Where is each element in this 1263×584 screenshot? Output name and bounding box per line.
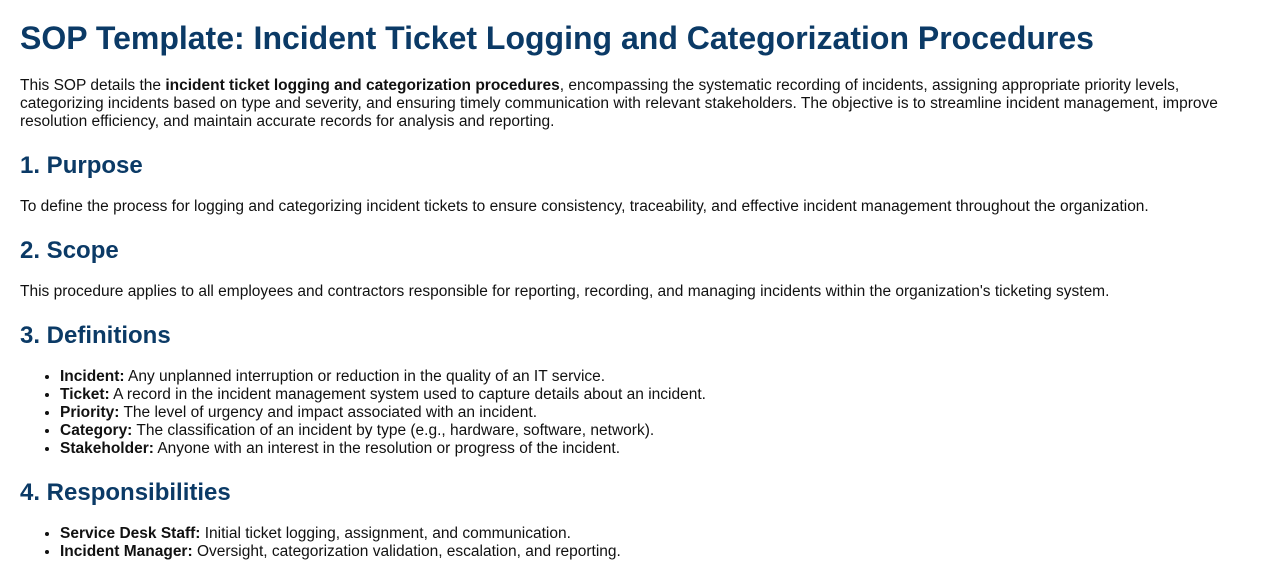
purpose-heading: 1. Purpose <box>20 152 143 179</box>
definition-desc: The level of urgency and impact associated with an incident. <box>119 404 538 421</box>
definition-term: Category: <box>60 422 133 439</box>
responsibility-role: Incident Manager: <box>60 543 193 560</box>
definition-term: Ticket: <box>60 386 110 403</box>
responsibility-desc: Oversight, categorization validation, escalation, and reporting. <box>192 543 621 560</box>
purpose-text: To define the process for logging and categorizing incident tickets to ensure consistency, traceability, and effective incident management throughout the organization. <box>20 198 1149 215</box>
intro-prefix: This SOP details the <box>20 77 166 94</box>
definition-term: Incident: <box>60 368 125 385</box>
definition-desc: Any unplanned interruption or reduction in the quality of an IT service. <box>124 368 606 385</box>
responsibility-desc: Initial ticket logging, assignment, and communication. <box>200 525 571 542</box>
responsibilities-list <box>20 525 1243 561</box>
section-definitions <box>20 322 1243 458</box>
definition-item <box>60 386 1243 404</box>
section-responsibilities <box>20 479 1243 561</box>
definition-item <box>60 368 1243 386</box>
definition-desc: A record in the incident management system used to capture details about an incident. <box>109 386 706 403</box>
definition-desc: The classification of an incident by type (e.g., hardware, software, network). <box>132 422 655 439</box>
intro-bold-phrase: incident ticket logging and categorization procedures <box>165 77 560 94</box>
responsibility-item <box>60 525 1243 543</box>
scope-heading: 2. Scope <box>20 237 119 264</box>
intro-suffix: , encompassing the systematic recording of incidents, assigning appropriate priority levels, categorizing incidents based on type and severity, and ensuring timely communication with relevant stakeholders. The objective is to streamline incident management, improve resolution efficiency, and maintain accurate records for analysis and reporting. <box>20 77 1218 130</box>
definition-item <box>60 440 1243 458</box>
definition-term: Priority: <box>60 404 120 421</box>
responsibility-item <box>60 543 1243 561</box>
sop-document <box>0 19 1263 561</box>
definitions-list <box>20 368 1243 458</box>
responsibility-role: Service Desk Staff: <box>60 525 201 542</box>
scope-text: This procedure applies to all employees and contractors responsible for reporting, recording, and managing incidents within the organization's ticketing system. <box>20 283 1110 300</box>
definition-item <box>60 422 1243 440</box>
definition-item <box>60 404 1243 422</box>
definitions-heading: 3. Definitions <box>20 322 171 349</box>
definition-term: Stakeholder: <box>60 440 154 457</box>
section-purpose <box>20 152 1243 216</box>
responsibilities-heading: 4. Responsibilities <box>20 479 231 506</box>
page-title: SOP Template: Incident Ticket Logging and Categorization Procedures <box>20 20 1094 56</box>
definition-desc: Anyone with an interest in the resolution or progress of the incident. <box>153 440 621 457</box>
section-scope <box>20 237 1243 301</box>
intro-paragraph <box>20 77 1243 131</box>
